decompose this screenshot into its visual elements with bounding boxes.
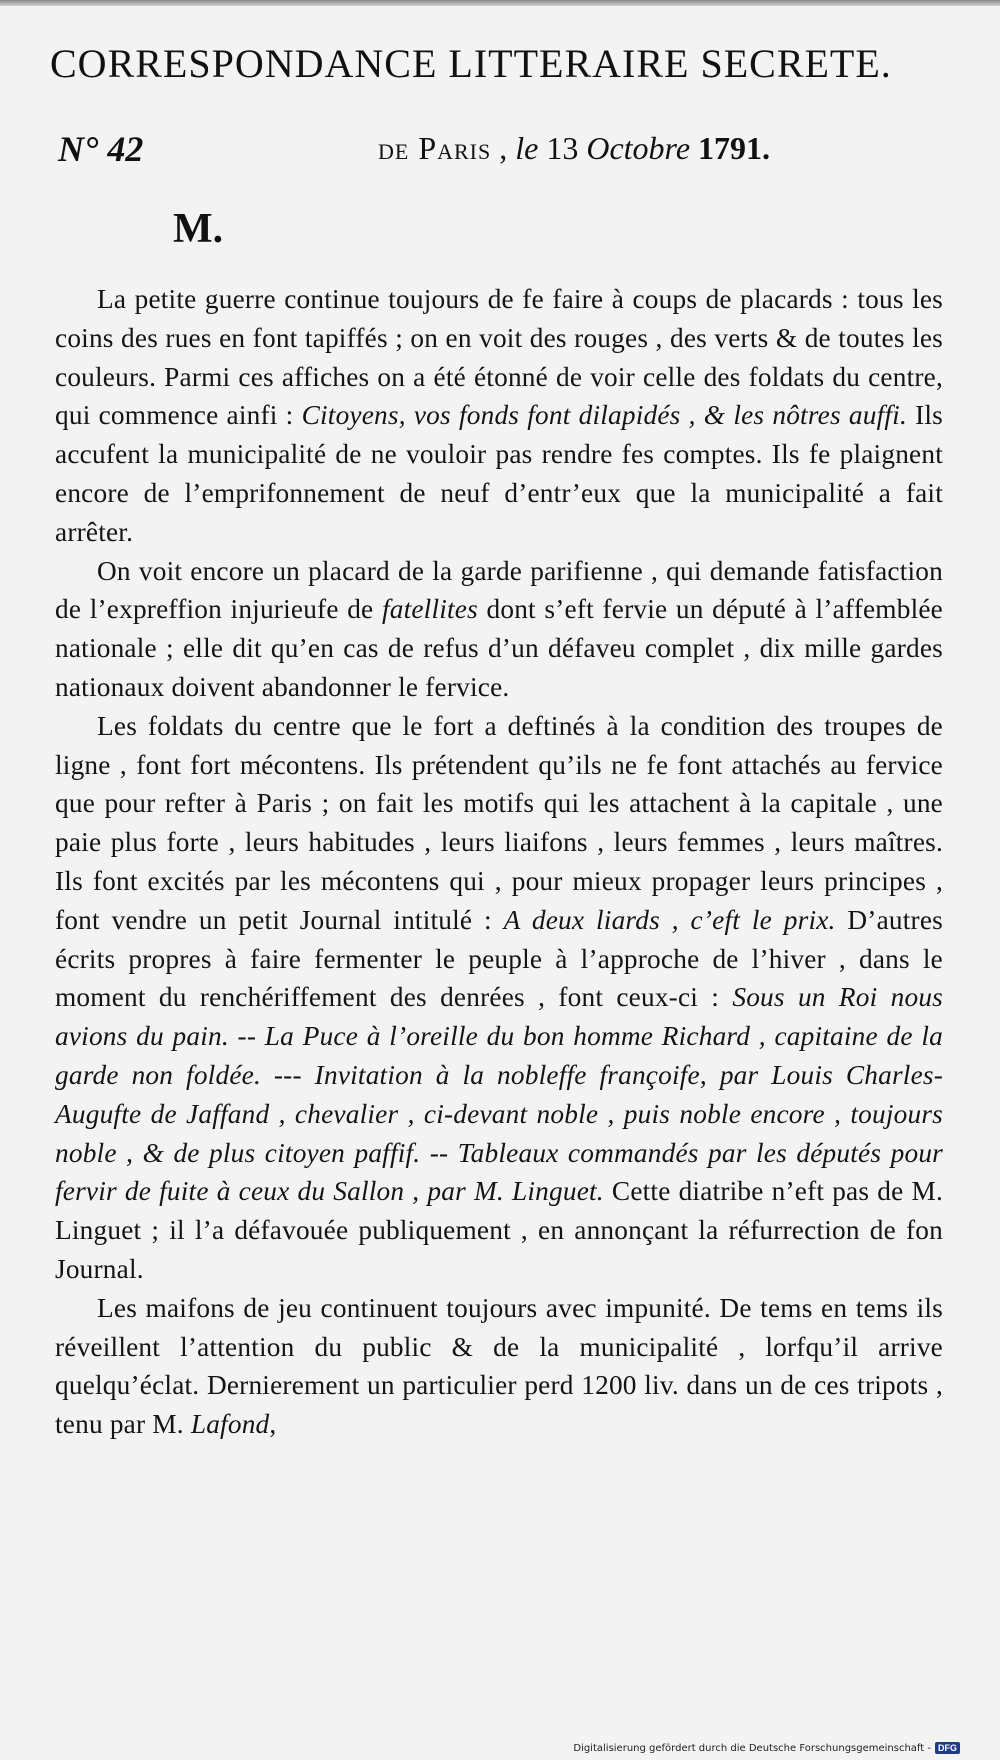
text-run: dont s’eft fervie un député à l’affemblée nationale ; elle dit qu’en cas de refus d’un défaveu complet , dix mille gardes nationaux doivent abandonner le fervice. xyxy=(55,594,943,702)
text-run: Ils accufent la municipalité de ne vouloir pas rendre fes comptes. Ils fe plaignent encore de l’emprifonnement de neuf d’entr’eux que la municipalité a fait arrêter. xyxy=(55,400,943,547)
credit-text: Digitalisierung gefördert durch die Deutsche Forschungsgemeinschaft - xyxy=(573,1742,931,1754)
text-run: La petite guerre continue toujours de fe faire à coups de placards : tous les coins des rues en font tapiffés ; on en voit des rouges , des verts & de toutes les couleurs. Parmi ces affiches on a été étonné de voir celle des foldats du centre, qui commence ainfi : xyxy=(55,284,943,431)
salutation: M. xyxy=(173,206,224,252)
text-run: D’autres écrits propres à faire fermenter le peuple à l’approche de l’hiver , dans le moment du renchériffement des denrées , font ceux-ci : xyxy=(55,904,943,1013)
digitization-credit xyxy=(573,1742,960,1754)
article-paragraph xyxy=(55,1289,943,1444)
dateline-le: le xyxy=(515,130,539,166)
dateline-month: Octobre xyxy=(586,130,691,166)
dateline xyxy=(378,130,918,167)
page-top-edge xyxy=(0,0,1000,6)
dateline-separator: , xyxy=(491,130,516,166)
italic-run: Sous un Roi nous avions du pain. -- La Puce à l’oreille du bon homme Richard , capitaine de la garde non foldée. --- Invitation à la nobleffe françoife xyxy=(55,982,943,1090)
dfg-logo: DFG xyxy=(935,1742,960,1754)
text-run: , xyxy=(699,1059,720,1090)
text-run: , xyxy=(269,1409,277,1440)
article-paragraph xyxy=(55,707,943,1289)
dateline-day: 13 xyxy=(538,130,587,166)
masthead-title: CORRESPONDANCE LITTERAIRE SECRETE. xyxy=(50,41,892,86)
article-paragraph xyxy=(55,552,943,707)
text-run: Cette diatribe n’eft pas de M. Linguet ; il l’a défavouée publiquement , en annonçant la réfurrection de fon Journal. xyxy=(55,1176,943,1284)
article-paragraph xyxy=(55,280,943,552)
article-body xyxy=(55,280,943,1444)
text-run: Les foldats du centre que le fort a deftinés à la condition des troupes de ligne , font fort mécontens. Ils prétendent qu’ils ne fe font attachés au fervice que pour refter à Paris ; on fait les motifs qui les attachent à la capitale , une paie plus forte , leurs habitudes , leurs liaifons , leurs femmes , leurs maîtres. Ils font excités par les mécontens qui , pour mieux propager leurs principes , font vendre un petit Journal intitulé : xyxy=(55,710,943,935)
text-run: Les maifons de jeu continuent toujours avec impunité. De tems en tems ils réveillent l’attention du public & de la municipalité , lorfqu’il arrive quelqu’éclat. Dernierement un particulier perd 1200 liv. dans un de ces tripots , tenu par M. xyxy=(55,1292,943,1440)
italic-run: Lafond xyxy=(190,1409,270,1440)
issue-number: N° 42 xyxy=(58,129,144,169)
italic-run: par Louis Charles-Augufte de Jaffand , chevalier , ci-devant noble , puis noble encore , toujours noble , & de plus citoyen paffif. -- Tableaux commandés par les députés pour fervir de fuite à ceux du Sallon , par M. Linguet. xyxy=(55,1059,943,1207)
italic-run: Citoyens, vos fonds font dilapidés , & les nôtres auffi. xyxy=(301,400,907,431)
italic-run: fatellites xyxy=(381,594,478,625)
italic-run: A deux liards , c’eft le prix. xyxy=(503,904,836,935)
dateline-year: 1791. xyxy=(690,130,771,166)
dateline-city: de Paris xyxy=(378,130,492,166)
text-run: On voit encore un placard de la garde parifienne , qui demande fatisfaction de l’expreffion injurieufe de xyxy=(55,555,943,625)
